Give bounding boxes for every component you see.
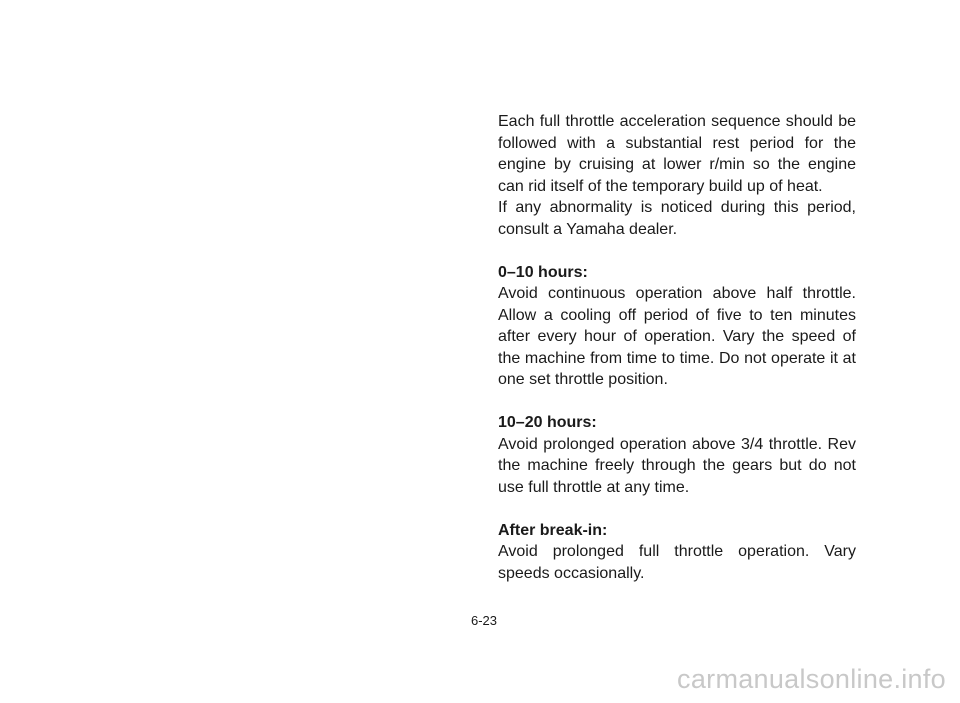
watermark: carmanualsonline.info xyxy=(677,664,946,694)
paragraph-gap xyxy=(498,391,856,413)
page-number: 6-23 xyxy=(470,613,498,628)
section-heading-after-break-in: After break-in: xyxy=(498,521,608,539)
intro-paragraph-1: Each full throttle acceleration sequence should be followed with a substantial rest period for the engine by cruising at lower r/min so the engine can rid itself of the temporary build up of heat. xyxy=(498,113,856,195)
paragraph-gap xyxy=(498,498,856,520)
section-heading-10-20-hours: 10–20 hours: xyxy=(498,414,597,431)
section-body-10-20-hours: Avoid prolonged operation above 3/4 throttle. Rev the machine freely through the gears but do not use full throttle at any time. xyxy=(498,435,856,496)
paragraph-gap xyxy=(498,240,856,262)
section-body-0-10-hours: Avoid continuous operation above half throttle. Allow a cooling off period of five to ten minutes after every hour of operation. Vary the speed of the machine from time to time. Do not operate it at one set throttle position. xyxy=(498,285,856,388)
main-text-column xyxy=(498,111,856,584)
intro-paragraph-2: If any abnormality is noticed during this period, consult a Yamaha dealer. xyxy=(498,199,856,238)
section-heading-0-10-hours: 0–10 hours: xyxy=(498,263,588,281)
section-body-after-break-in: Avoid prolonged full throttle operation. Vary speeds occasionally. xyxy=(498,543,856,582)
